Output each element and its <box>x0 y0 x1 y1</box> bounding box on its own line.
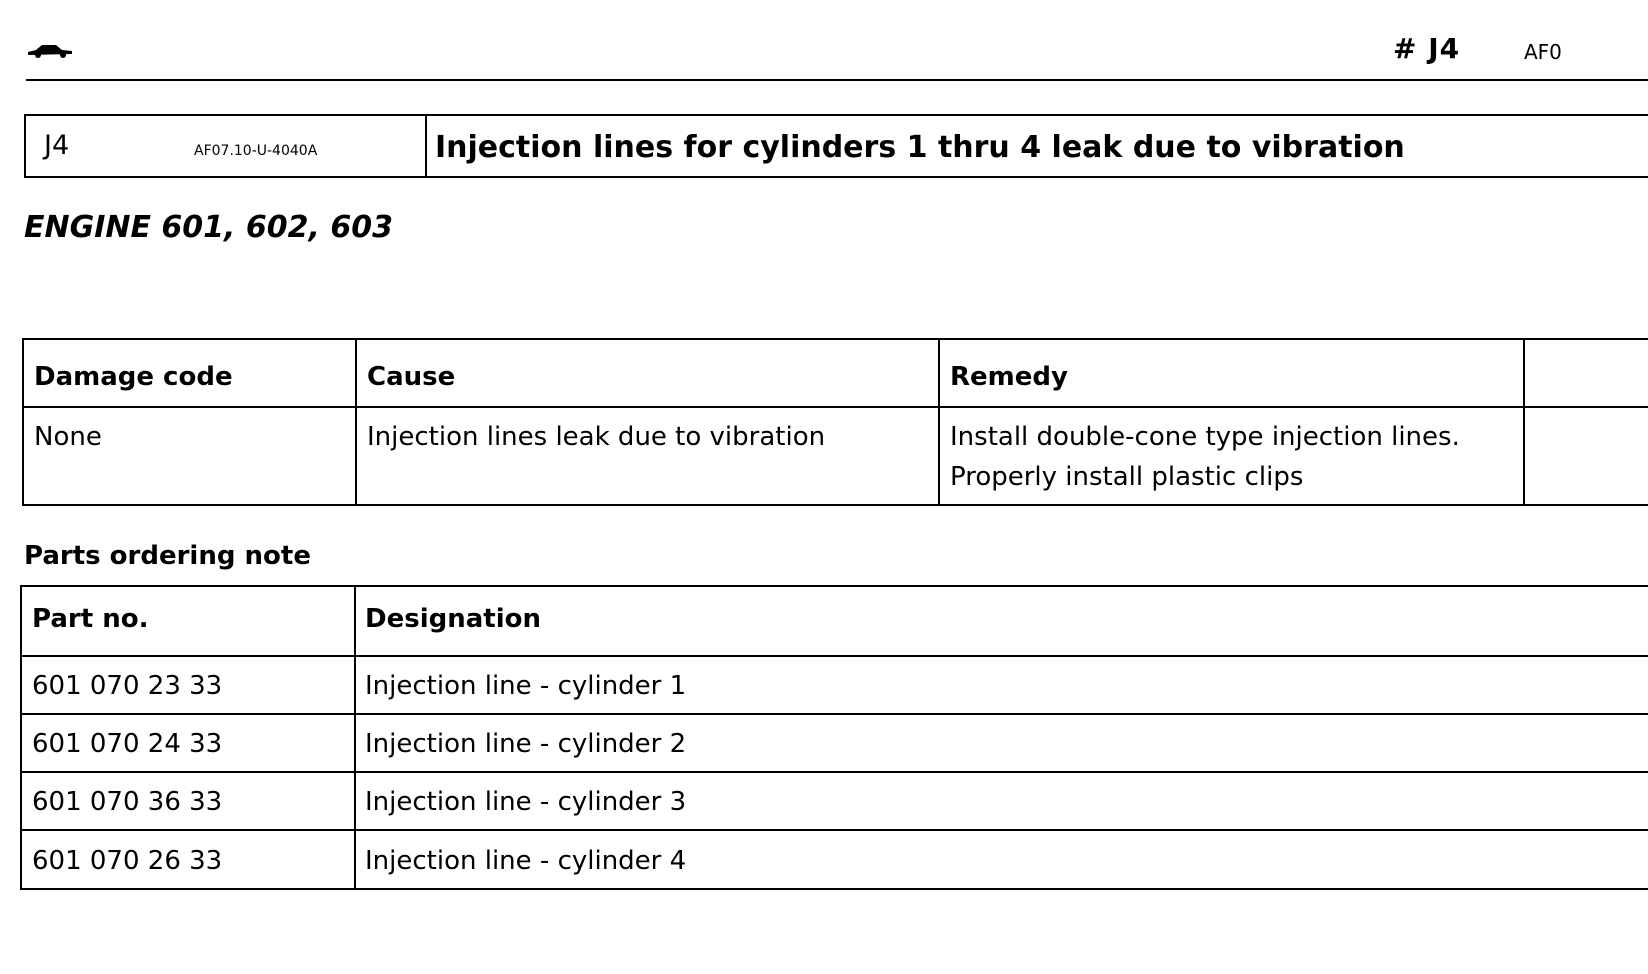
title-id: J4 <box>44 130 70 161</box>
table-rule <box>20 585 22 890</box>
title-reference: AF07.10-U-4040A <box>194 143 318 159</box>
parts-table <box>20 585 1648 890</box>
table-rule <box>22 504 1648 506</box>
table-rule <box>22 406 1648 408</box>
table-rule <box>20 829 1648 831</box>
page-title: Injection lines for cylinders 1 thru 4 leak due to vibration <box>435 130 1405 165</box>
table-rule <box>938 338 940 506</box>
table-rule <box>354 585 356 890</box>
title-divider <box>425 116 427 176</box>
damage-code-value: None <box>34 422 102 452</box>
damage-table <box>22 338 1648 506</box>
header-cause: Cause <box>367 362 456 392</box>
designation-cell: Injection line - cylinder 4 <box>365 846 687 876</box>
part-no-cell: 601 070 24 33 <box>32 729 223 759</box>
designation-cell: Injection line - cylinder 3 <box>365 787 687 817</box>
parts-note-title: Parts ordering note <box>24 541 311 571</box>
table-rule <box>20 888 1648 890</box>
remedy-line-2: Properly install plastic clips <box>950 462 1304 492</box>
header-remedy: Remedy <box>950 362 1068 392</box>
header-part-no: Part no. <box>32 604 149 634</box>
table-rule <box>20 655 1648 657</box>
table-rule <box>20 713 1648 715</box>
table-rule <box>22 338 1648 340</box>
designation-cell: Injection line - cylinder 1 <box>365 671 687 701</box>
remedy-line-1: Install double-cone type injection lines. <box>950 422 1460 452</box>
table-rule <box>20 771 1648 773</box>
table-rule <box>20 585 1648 587</box>
cause-value: Injection lines leak due to vibration <box>367 422 826 452</box>
page-code: AF0 <box>1524 40 1562 64</box>
table-rule <box>22 338 24 506</box>
header-designation: Designation <box>365 604 541 634</box>
part-no-cell: 601 070 26 33 <box>32 846 223 876</box>
header-damage-code: Damage code <box>34 362 233 392</box>
part-no-cell: 601 070 23 33 <box>32 671 223 701</box>
header-rule <box>26 79 1648 81</box>
table-rule <box>355 338 357 506</box>
title-box <box>24 114 1648 178</box>
car-icon <box>26 40 74 60</box>
part-no-cell: 601 070 36 33 <box>32 787 223 817</box>
page-number: # J4 <box>1393 32 1461 65</box>
table-rule <box>1523 338 1525 506</box>
designation-cell: Injection line - cylinder 2 <box>365 729 687 759</box>
engine-heading: ENGINE 601, 602, 603 <box>24 210 393 245</box>
